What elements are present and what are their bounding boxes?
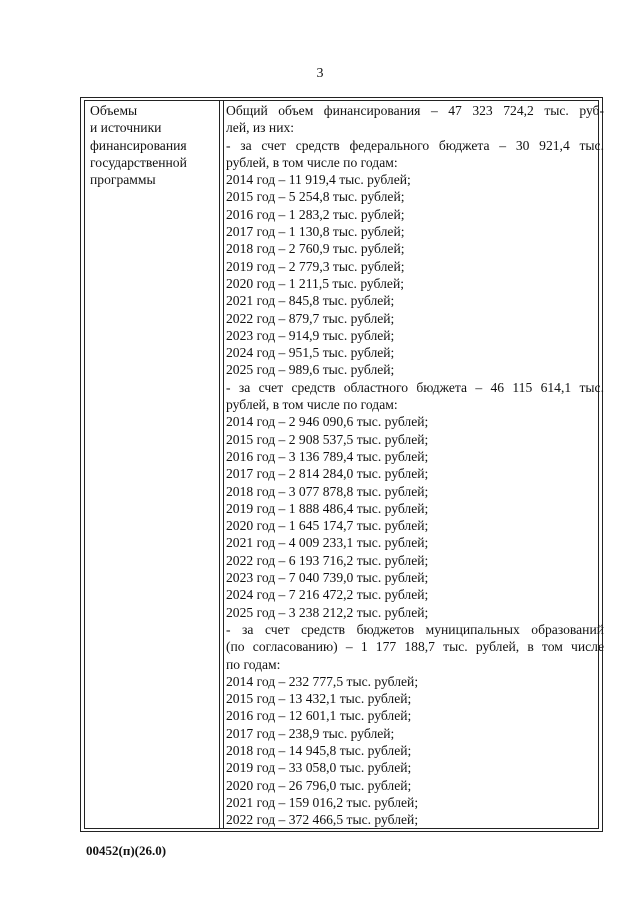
financing-line: 2015 год – 2 908 537,5 тыс. рублей;	[226, 431, 429, 447]
financing-line: 2020 год – 1 211,5 тыс. рублей;	[226, 275, 404, 291]
financing-line: 2018 год – 3 077 878,8 тыс. рублей;	[226, 483, 429, 499]
financing-line: - за счет средств областного бюджета – 46 115 614,1 тыс.	[226, 379, 604, 395]
financing-line: 2019 год – 2 779,3 тыс. рублей;	[226, 258, 405, 274]
row-header-line: финансирования	[90, 137, 187, 153]
financing-line: (по согласованию) – 1 177 188,7 тыс. рублей, в том числе	[226, 639, 604, 655]
row-header-line: Объемы	[90, 103, 138, 118]
financing-line: 2016 год – 3 136 789,4 тыс. рублей;	[226, 448, 429, 464]
row-header-line: и источники	[90, 120, 162, 136]
financing-line: 2016 год – 12 601,1 тыс. рублей;	[226, 708, 412, 724]
row-header-cell	[90, 102, 215, 188]
financing-line: 2024 год – 951,5 тыс. рублей;	[226, 345, 395, 361]
financing-line: рублей, в том числе по годам:	[226, 154, 398, 170]
row-header-line: государственной	[90, 154, 187, 170]
financing-line: 2015 год – 5 254,8 тыс. рублей;	[226, 189, 405, 205]
financing-line: 2020 год – 26 796,0 тыс. рублей;	[226, 777, 412, 793]
financing-details-cell	[226, 102, 604, 828]
financing-line: лей, из них:	[226, 120, 295, 136]
financing-line: 2014 год – 11 919,4 тыс. рублей;	[226, 172, 411, 188]
financing-line: 2019 год – 1 888 486,4 тыс. рублей;	[226, 500, 429, 516]
financing-line: 2022 год – 372 466,5 тыс. рублей;	[226, 812, 419, 828]
financing-line: 2018 год – 2 760,9 тыс. рублей;	[226, 241, 405, 257]
financing-line: 2021 год – 159 016,2 тыс. рублей;	[226, 794, 419, 810]
financing-line: 2014 год – 232 777,5 тыс. рублей;	[226, 673, 419, 689]
financing-line: Общий объем финансирования – 47 323 724,2 тыс. руб-	[226, 103, 604, 118]
financing-line: рублей, в том числе по годам:	[226, 397, 398, 413]
financing-line: 2021 год – 4 009 233,1 тыс. рублей;	[226, 535, 429, 551]
financing-table-frame	[84, 100, 604, 829]
financing-line: 2022 год – 879,7 тыс. рублей;	[226, 310, 395, 326]
financing-line: 2020 год – 1 645 174,7 тыс. рублей;	[226, 518, 429, 534]
financing-line: по годам:	[226, 656, 281, 672]
financing-line: 2022 год – 6 193 716,2 тыс. рублей;	[226, 552, 429, 568]
column-divider-double	[223, 101, 224, 828]
financing-line: 2017 год – 238,9 тыс. рублей;	[226, 725, 395, 741]
financing-line: 2014 год – 2 946 090,6 тыс. рублей;	[226, 414, 429, 430]
financing-line: 2023 год – 914,9 тыс. рублей;	[226, 327, 395, 343]
column-divider	[219, 101, 220, 828]
financing-line: 2025 год – 3 238 212,2 тыс. рублей;	[226, 604, 429, 620]
financing-line: - за счет средств федерального бюджета – 30 921,4 тыс.	[226, 137, 604, 153]
financing-line: 2021 год – 845,8 тыс. рублей;	[226, 293, 395, 309]
financing-line: 2017 год – 1 130,8 тыс. рублей;	[226, 224, 405, 240]
financing-line: 2018 год – 14 945,8 тыс. рублей;	[226, 742, 412, 758]
document-code: 00452(п)(26.0)	[86, 843, 167, 858]
financing-line: 2016 год – 1 283,2 тыс. рублей;	[226, 206, 405, 222]
financing-line: 2017 год – 2 814 284,0 тыс. рублей;	[226, 466, 429, 482]
row-header-line: программы	[90, 172, 156, 188]
financing-line: - за счет средств бюджетов муниципальных образований	[226, 621, 604, 637]
financing-line: 2024 год – 7 216 472,2 тыс. рублей;	[226, 587, 429, 603]
financing-line: 2019 год – 33 058,0 тыс. рублей;	[226, 760, 412, 776]
financing-line: 2015 год – 13 432,1 тыс. рублей;	[226, 691, 412, 707]
page-number: 3	[316, 66, 324, 81]
financing-line: 2023 год – 7 040 739,0 тыс. рублей;	[226, 570, 429, 586]
financing-line: 2025 год – 989,6 тыс. рублей;	[226, 362, 395, 378]
